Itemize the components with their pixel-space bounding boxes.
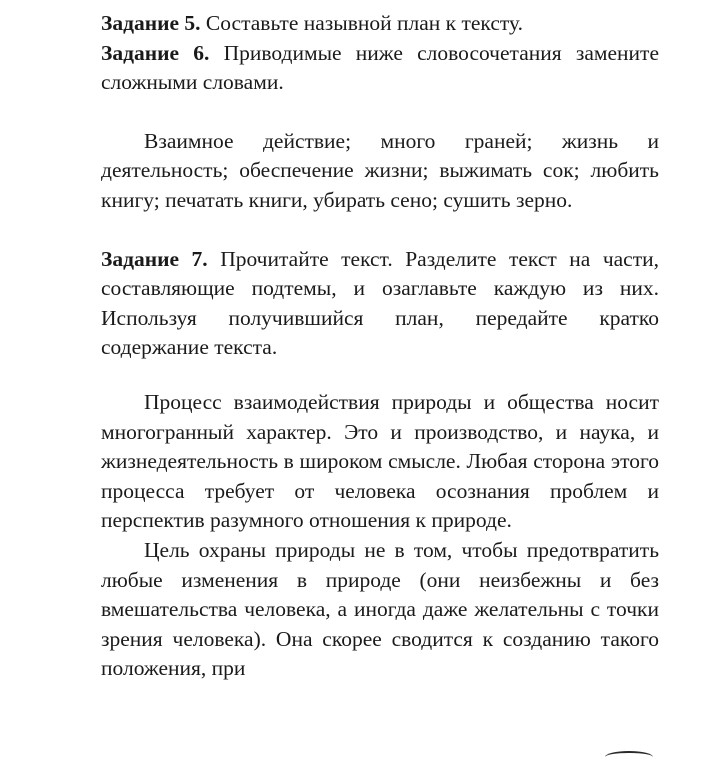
spacer xyxy=(101,98,659,127)
task-6-label: Задание 6. xyxy=(101,40,210,65)
task-7-text: Прочитайте текст. Разделите текст на части, составляющие подтемы, и озаглавьте каждую из них. Используя получившийся план, передайте кратко содержание текста. xyxy=(101,246,660,360)
spacer xyxy=(101,216,659,245)
text-paragraph-1: Процесс взаимодействия природы и общества носит многогранный характер. Это и производство, и наука, и жизнедеятельность в широком смысле. Любая сторона этого процесса требует от человека осознания проблем и перспектив разумного отношения к природе. xyxy=(101,389,659,533)
spacer xyxy=(101,363,659,388)
text-paragraph-2: Цель охраны природы не в том, чтобы предотвратить любые изменения в природе (они неизбежны и без вмешательства человека, а иногда даже желательны с точки зрения человека). Она скорее сводится к созданию такого положения, при xyxy=(101,537,659,681)
task-7 xyxy=(101,245,659,363)
task-5 xyxy=(101,9,659,39)
task-6-phrases: Взаимное действие; много граней; жизнь и деятельность; обеспечение жизни; выжимать сок; любить книгу; печатать книги, убирать сено; сушить зерно. xyxy=(101,128,659,212)
task-6-text: Приводимые ниже словосочетания замените сложными словами. xyxy=(101,40,659,95)
document-page xyxy=(101,9,659,684)
task-5-label: Задание 5. xyxy=(101,11,201,35)
task-7-label: Задание 7. xyxy=(101,246,208,271)
task-5-text: Составьте назывной план к тексту. xyxy=(200,11,523,35)
cut-off-glyph xyxy=(605,751,653,760)
cut-off-next-line xyxy=(101,725,659,760)
task-6 xyxy=(101,39,659,98)
